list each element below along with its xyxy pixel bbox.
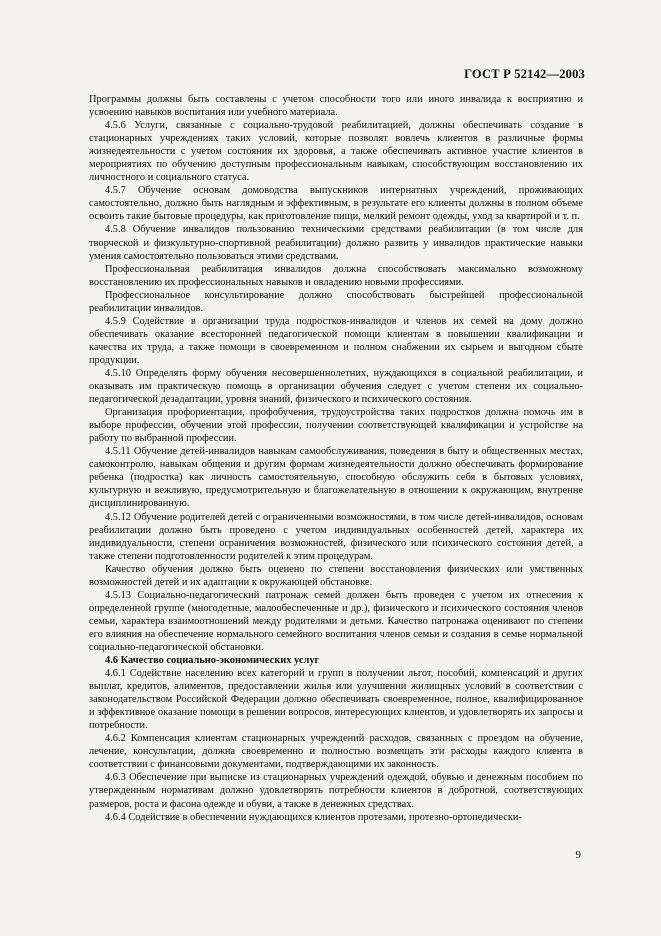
document-header: ГОСТ Р 52142—2003 — [464, 67, 585, 81]
paragraph: 4.5.8 Обучение инвалидов пользованию техническими средствами реабилитации (в том числе для творческой и физкультурно-спортивной реабилитации) должно развить у инвалидов практические навыки умения самостоятельно пользоваться этими средствами. — [89, 224, 583, 262]
paragraph: 4.5.12 Обучение родителей детей с ограниченными возможностями, в том числе детей-инвалидов, основам реабилитации должно быть проведено с учетом индивидуальных особенностей детей, характера их индивидуальности, степени ограничения возможностей, физического или психического состояния детей, а также степени подготовленности родителей к этим процедурам. — [89, 511, 583, 562]
paragraph: 4.5.11 Обучение детей-инвалидов навыкам самообслуживания, поведения в быту и общественных местах, самоконтролю, навыкам общения и другим формам жизнедеятельности должно обеспечивать формирование ребенка (подростка) как личность самостоятельную, способную обслужить себя в бытовых условиях, культурную и вежливую, предусмотрительную и благожелательную в отношении к окружающим, внутренне дисциплинированную. — [89, 446, 583, 510]
document-body — [89, 93, 583, 824]
page-number: 9 — [575, 849, 581, 861]
paragraph: 4.5.9 Содействие в организации труда подростков-инвалидов и членов их семей на дому должно обеспечивать оказание всесторонней педагогической помощи клиентам в повышении квалификации и качества их труда, а также помощи в своевременном и полном снабжении их сырьем и выгодном сбыте продукции. — [89, 315, 583, 366]
paragraph: 4.5.7 Обучение основам домоводства выпускников интернатных учреждений, проживающих самостоятельно, должно быть наглядным и эффективным, в результате его клиенты должны в полном объеме освоить такие бытовые процедуры, как приготовление пищи, мелкий ремонт одежды, уход за квартирой и т. п. — [89, 185, 583, 223]
paragraph: 4.6.4 Содействие в обеспечении нуждающихся клиентов протезами, протезно-ортопедически- — [105, 811, 522, 823]
paragraph: 4.5.10 Определять форму обучения несовершеннолетних, нуждающихся в социальной реабилитации, и оказывать им практическую помощь в организации обучения следует с учетом степени их социально-педагогической дезадаптации, уровня знаний, физического и психического состояния. — [89, 367, 583, 406]
paragraph: Профессиональная реабилитация инвалидов должна способствовать максимально возможному восстановлению их профессиональных навыков и овладению новыми профессиями. — [89, 263, 583, 288]
paragraph: Организация профориентации, профобучения, трудоустройства таких подростков должна помочь им в выборе профессии, обучении этой профессии, получении соответствующей квалификации и устройстве на работу по выбранной профессии. — [89, 407, 583, 445]
paragraph: 4.5.6 Услуги, связанные с социально-трудовой реабилитацией, должны обеспечивать создание в стационарных учреждениях таких условий, которые позволят вовлечь клиентов в различные формы жизнедеятельности с учетом состояния их здоровья, а также обеспечивать активное участие клиентов в мероприятиях по обучению доступным профессиональным навыкам, способствующим восстановлению их личностного и социального статуса. — [89, 120, 583, 184]
paragraph: 4.6.2 Компенсация клиентам стационарных учреждений расходов, связанных с проездом на обучение, лечение, консультации, должна своевременно и полностью возмещать эти расходы каждого клиента в соответствии с финансовыми документами, подтверждающими их законность. — [89, 733, 583, 771]
paragraph: 4.6.1 Содействие населению всех категорий и групп в получении льгот, пособий, компенсаций и других выплат, кредитов, алиментов, предоставлении жилья или улучшении жилищных условий в соответствии с законодательством Российской Федерации должно обеспечивать своевременное, полное, квалифицированное и эффективное оказание помощи в решении вопросов, интересующих клиентов, и удовлетворять их запросы и потребности. — [89, 668, 583, 732]
paragraph: 4.6.3 Обеспечение при выписке из стационарных учреждений одеждой, обувью и денежным пособием по утвержденным нормативам должно удовлетворять потребности клиентов в добротной, соответствующих размеров, роста и фасона одежде и обуви, а также в денежных средствах. — [89, 772, 583, 810]
paragraph: Качество обучения должно быть оценено по степени восстановления физических или умственных возможностей детей и их адаптации к окружающей обстановке. — [89, 563, 583, 588]
paragraph: Профессиональное консультирование должно способствовать быстрейшей профессиональной реабилитации инвалидов. — [89, 289, 583, 314]
paragraph: Программы должны быть составлены с учетом способности того или иного инвалида к восприятию и усвоению навыков воспитания или учебного материала. — [89, 94, 583, 119]
paragraph: 4.5.13 Социально-педагогический патронаж семей должен быть проведен с учетом их отнесения к определенной группе (многодетные, малообеспеченные и др.), физического и психического состояния членов семьи, характера взаимоотношений между родителями и детьми. Качество патронажа оценивают по степени его влияния на обеспечение нормального семейного воспитания членов семьи и создания в семье нормальной социально-педагогической обстановки. — [89, 589, 583, 653]
section-heading: 4.6 Качество социально-экономических услуг — [105, 655, 320, 667]
